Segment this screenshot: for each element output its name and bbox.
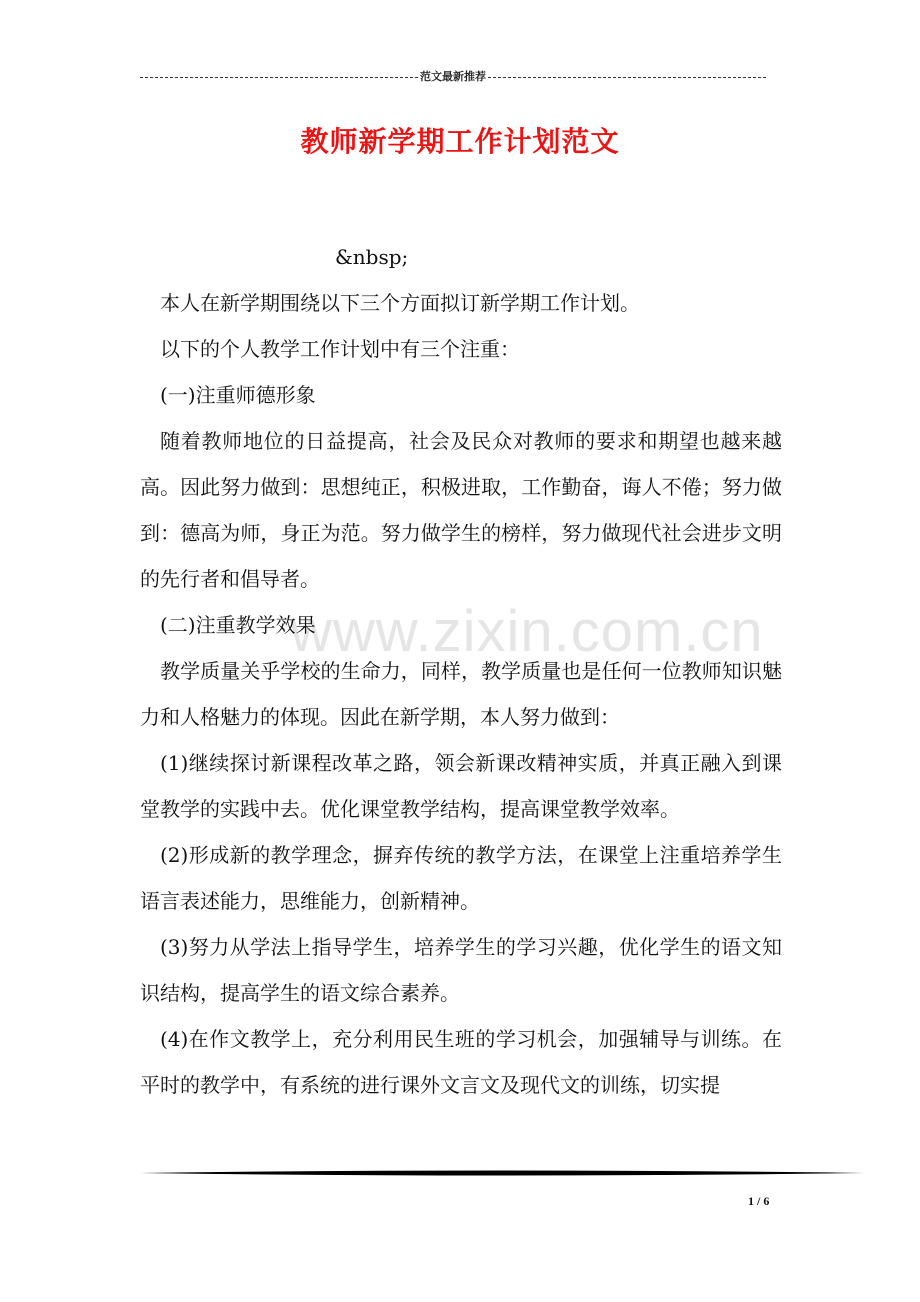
header-label: 范文最新推荐: [420, 71, 486, 83]
section-heading-1: (一)注重师德形象: [160, 383, 316, 407]
focus-intro-paragraph: 以下的个人教学工作计划中有三个注重：: [160, 337, 520, 361]
intro-paragraph: 本人在新学期围绕以下三个方面拟订新学期工作计划。: [160, 291, 640, 315]
page-number: 1 / 6: [748, 1194, 770, 1208]
list-item-1: (1)继续探讨新课程改革之路，领会新课改精神实质，并真正融入到课堂教学的实践中去。优化课堂教学结构，提高课堂教学效率。: [140, 751, 782, 821]
nbsp-line: &nbsp;: [335, 245, 409, 269]
watermark: www.zixin.com.cn: [290, 599, 764, 664]
document-body: [140, 234, 782, 1108]
list-item-2: (2)形成新的教学理念，摒弃传统的教学方法，在课堂上注重培养学生语言表述能力，思维能力，创新精神。: [140, 843, 782, 913]
body-paragraph: 教学质量关乎学校的生命力，同样，教学质量也是任何一位教师知识魅力和人格魅力的体现。因此在新学期，本人努力做到：: [140, 659, 782, 729]
document-title: 教师新学期工作计划范文: [300, 125, 620, 158]
page-header: [140, 66, 766, 86]
body-paragraph: 随着教师地位的日益提高，社会及民众对教师的要求和期望也越来越高。因此努力做到：思想纯正，积极进取，工作勤奋，诲人不倦；努力做到：德高为师，身正为范。努力做学生的榜样，努力做现代社会进步文明的先行者和倡导者。: [140, 429, 782, 591]
header-dash-left: [140, 77, 418, 78]
list-item-3: (3)努力从学法上指导学生，培养学生的学习兴趣，优化学生的语文知识结构，提高学生的语文综合素养。: [140, 935, 782, 1005]
list-item-4: (4)在作文教学上，充分利用民生班的学习机会，加强辅导与训练。在平时的教学中，有系统的进行课外文言文及现代文的训练，切实提: [140, 1027, 782, 1097]
footer-rule: [140, 1169, 864, 1177]
section-heading-2: (二)注重教学效果: [160, 613, 316, 637]
header-dash-right: [488, 77, 766, 78]
